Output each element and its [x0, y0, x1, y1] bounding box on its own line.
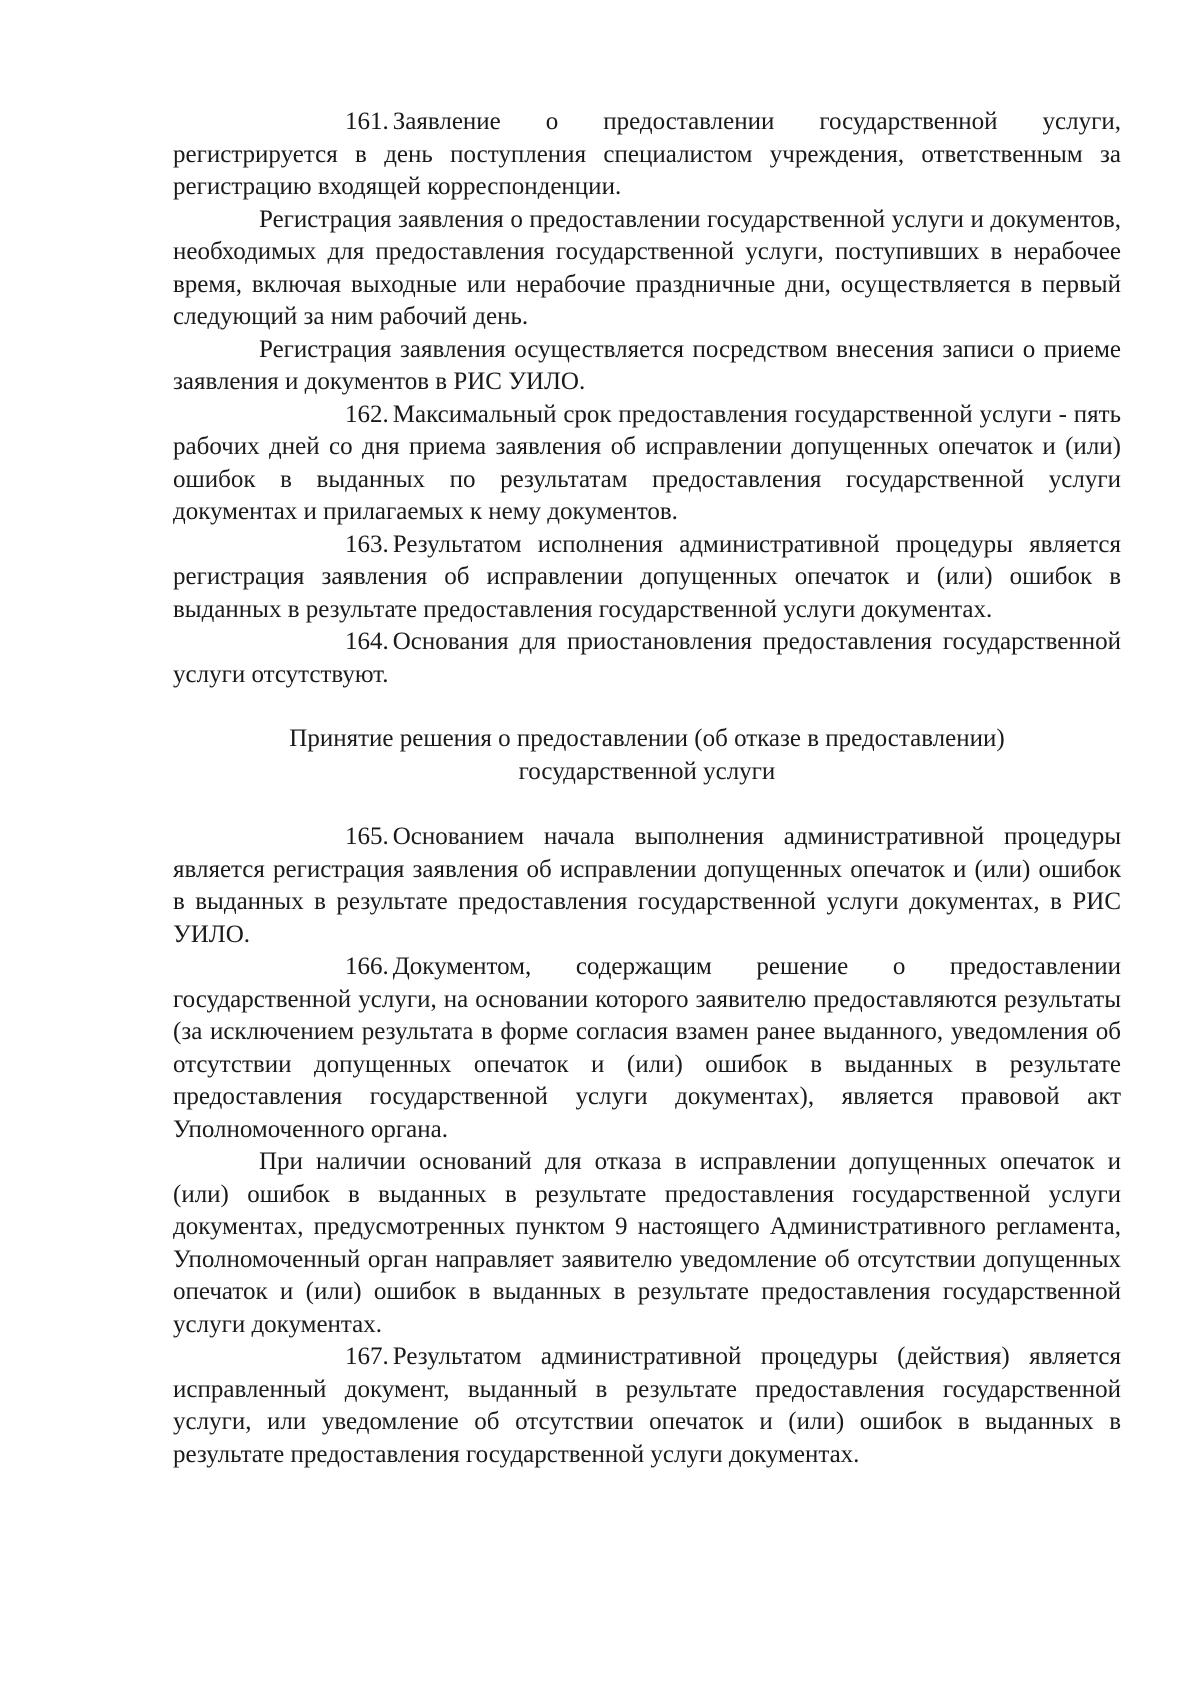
paragraph-number: 165.: [345, 823, 389, 850]
paragraph-161: [173, 106, 1121, 204]
paragraph-text: Заявление о предоставлении государственной услуги, регистрируется в день поступления специалистом учреждения, ответственным за регистрацию входящей корреспонденции.: [173, 108, 1121, 200]
paragraph-163: [173, 529, 1121, 627]
document-body: [173, 106, 1121, 1471]
paragraph-162: [173, 399, 1121, 529]
paragraph-number: 162.: [345, 400, 389, 428]
paragraph-text: При наличии оснований для отказа в исправлении допущенных опечаток и (или) ошибок в выданных в результате предоставления государственной услуги документах, предусмотренных пунктом 9 настоящего Административного регламента, Уполномоченный орган направляет заявителю уведомление об отсутствии допущенных опечаток и (или) ошибок в выданных в результате предоставления государственной услуги документах.: [173, 1148, 1121, 1338]
section-heading: [173, 723, 1121, 788]
paragraph-text: Результатом исполнения административной процедуры является регистрация заявления об исправлении допущенных опечаток и (или) ошибок в выданных в результате предоставления государственной услуги документах.: [173, 530, 1121, 623]
paragraph-164: [173, 626, 1121, 691]
section-heading-line-1: Принятие решения о предоставлении (об отказе в предоставлении): [289, 725, 1005, 752]
paragraph-number: 164.: [345, 628, 389, 655]
paragraph-161-registration: [173, 204, 1121, 334]
paragraph-number: 167.: [345, 1343, 389, 1370]
paragraph-text: Регистрация заявления о предоставлении государственной услуги и документов, необходимых для предоставления государственной услуги, поступивших в нерабочее время, включая выходные или нерабочие праздничные дни, осуществляется в первый следующий за ним рабочий день.: [173, 205, 1121, 330]
paragraph-number: 161.: [345, 108, 389, 135]
paragraph-text: Основанием начала выполнения административной процедуры является регистрация заявления об исправлении допущенных опечаток и (или) ошибок в выданных в результате предоставления государственной услуги документах, в РИС УИЛО.: [173, 823, 1121, 948]
paragraph-text: Документом, содержащим решение о предоставлении государственной услуги, на основании которого заявителю предоставляются результаты (за исключением результата в форме согласия взамен ранее выданного, уведомления об отсутствии допущенных опечаток и (или) ошибок в выданных в результате предоставления государственной услуги документах), является правовой акт Уполномоченного органа.: [173, 953, 1121, 1143]
section-heading-line-2: государственной услуги: [518, 757, 776, 785]
paragraph-161-record: [173, 334, 1121, 399]
paragraph-166: [173, 951, 1121, 1146]
paragraph-166-refusal: [173, 1146, 1121, 1341]
paragraph-165: [173, 821, 1121, 951]
paragraph-number: 166.: [345, 953, 389, 980]
paragraph-text: Основания для приостановления предоставления государственной услуги отсутствуют.: [173, 628, 1121, 688]
paragraph-text: Результатом административной процедуры (действия) является исправленный документ, выданный в результате предоставления государственной услуги, или уведомление об отсутствии опечаток и (или) ошибок в выданных в результате предоставления государственной услуги документах.: [173, 1343, 1121, 1468]
paragraph-text: Максимальный срок предоставления государственной услуги - пять рабочих дней со дня приема заявления об исправлении допущенных опечаток и (или) ошибок в выданных по результатам предоставления государственной услуги документах и прилагаемых к нему документов.: [173, 400, 1121, 525]
paragraph-text: Регистрация заявления осуществляется посредством внесения записи о приеме заявления и документов в РИС УИЛО.: [173, 335, 1121, 395]
paragraph-167: [173, 1341, 1121, 1471]
paragraph-number: 163.: [345, 530, 389, 558]
